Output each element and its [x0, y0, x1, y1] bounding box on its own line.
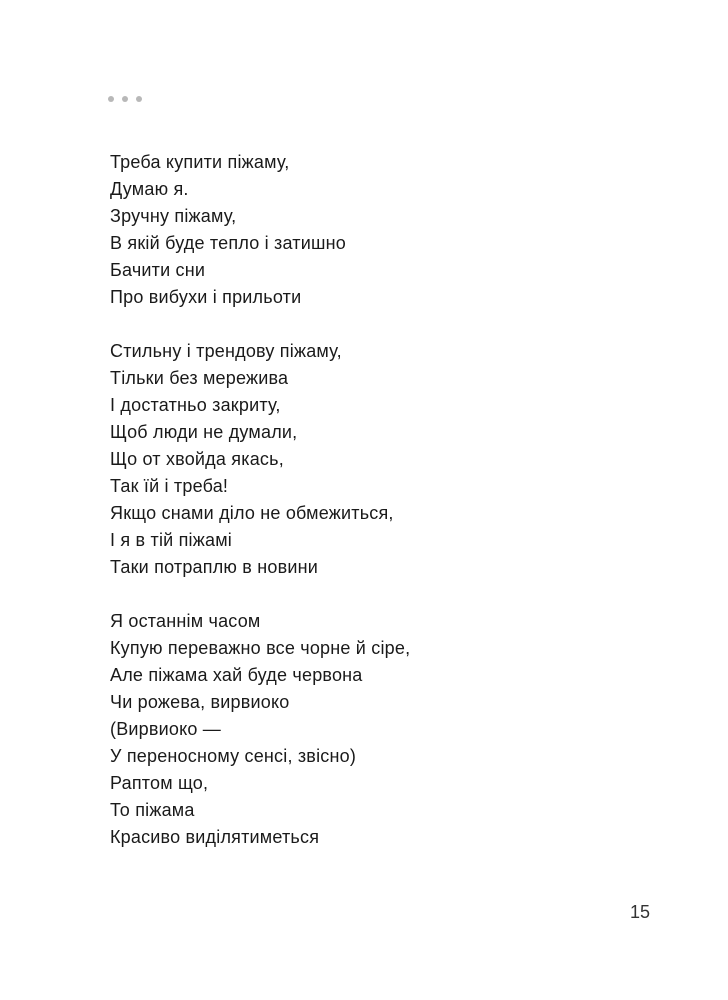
poem-line: Про вибухи і прильоти: [110, 287, 302, 307]
poem-line: Але піжама хай буде червона: [110, 665, 363, 685]
poem-line: У переносному сенсі, звісно): [110, 746, 357, 766]
section-separator: [108, 96, 142, 102]
poem-line: Тільки без мережива: [110, 368, 289, 388]
poem-line: Треба купити піжаму,: [110, 152, 290, 172]
stanza: [110, 608, 630, 851]
poem-line: Купую переважно все чорне й сіре,: [110, 638, 411, 658]
stanza: [110, 338, 630, 581]
stanza: [110, 149, 630, 311]
dot-icon: [122, 96, 128, 102]
poem-line: І я в тій піжамі: [110, 530, 232, 550]
poem: [110, 149, 630, 878]
poem-line: Так їй і треба!: [110, 476, 229, 496]
poem-line: То піжама: [110, 800, 195, 820]
poem-line: Чи рожева, вирвиоко: [110, 692, 290, 712]
poem-line: Таки потраплю в новини: [110, 557, 319, 577]
poem-line: І достатньо закриту,: [110, 395, 281, 415]
page-number: 15: [629, 902, 650, 922]
poem-line: Якщо снами діло не обмежиться,: [110, 503, 394, 523]
poem-line: Красиво виділятиметься: [110, 827, 320, 847]
poem-line: Бачити сни: [110, 260, 206, 280]
poem-line: В якій буде тепло і затишно: [110, 233, 346, 253]
poem-line: Щоб люди не думали,: [110, 422, 298, 442]
dot-icon: [136, 96, 142, 102]
poem-line: Зручну піжаму,: [110, 206, 237, 226]
poem-line: Думаю я.: [110, 179, 189, 199]
poem-line: (Вирвиоко —: [110, 719, 221, 739]
dot-icon: [108, 96, 114, 102]
poem-line: Я останнім часом: [110, 611, 261, 631]
poem-line: Раптом що,: [110, 773, 209, 793]
poem-line: Що от хвойда якась,: [110, 449, 284, 469]
poem-line: Стильну і трендову піжаму,: [110, 341, 342, 361]
